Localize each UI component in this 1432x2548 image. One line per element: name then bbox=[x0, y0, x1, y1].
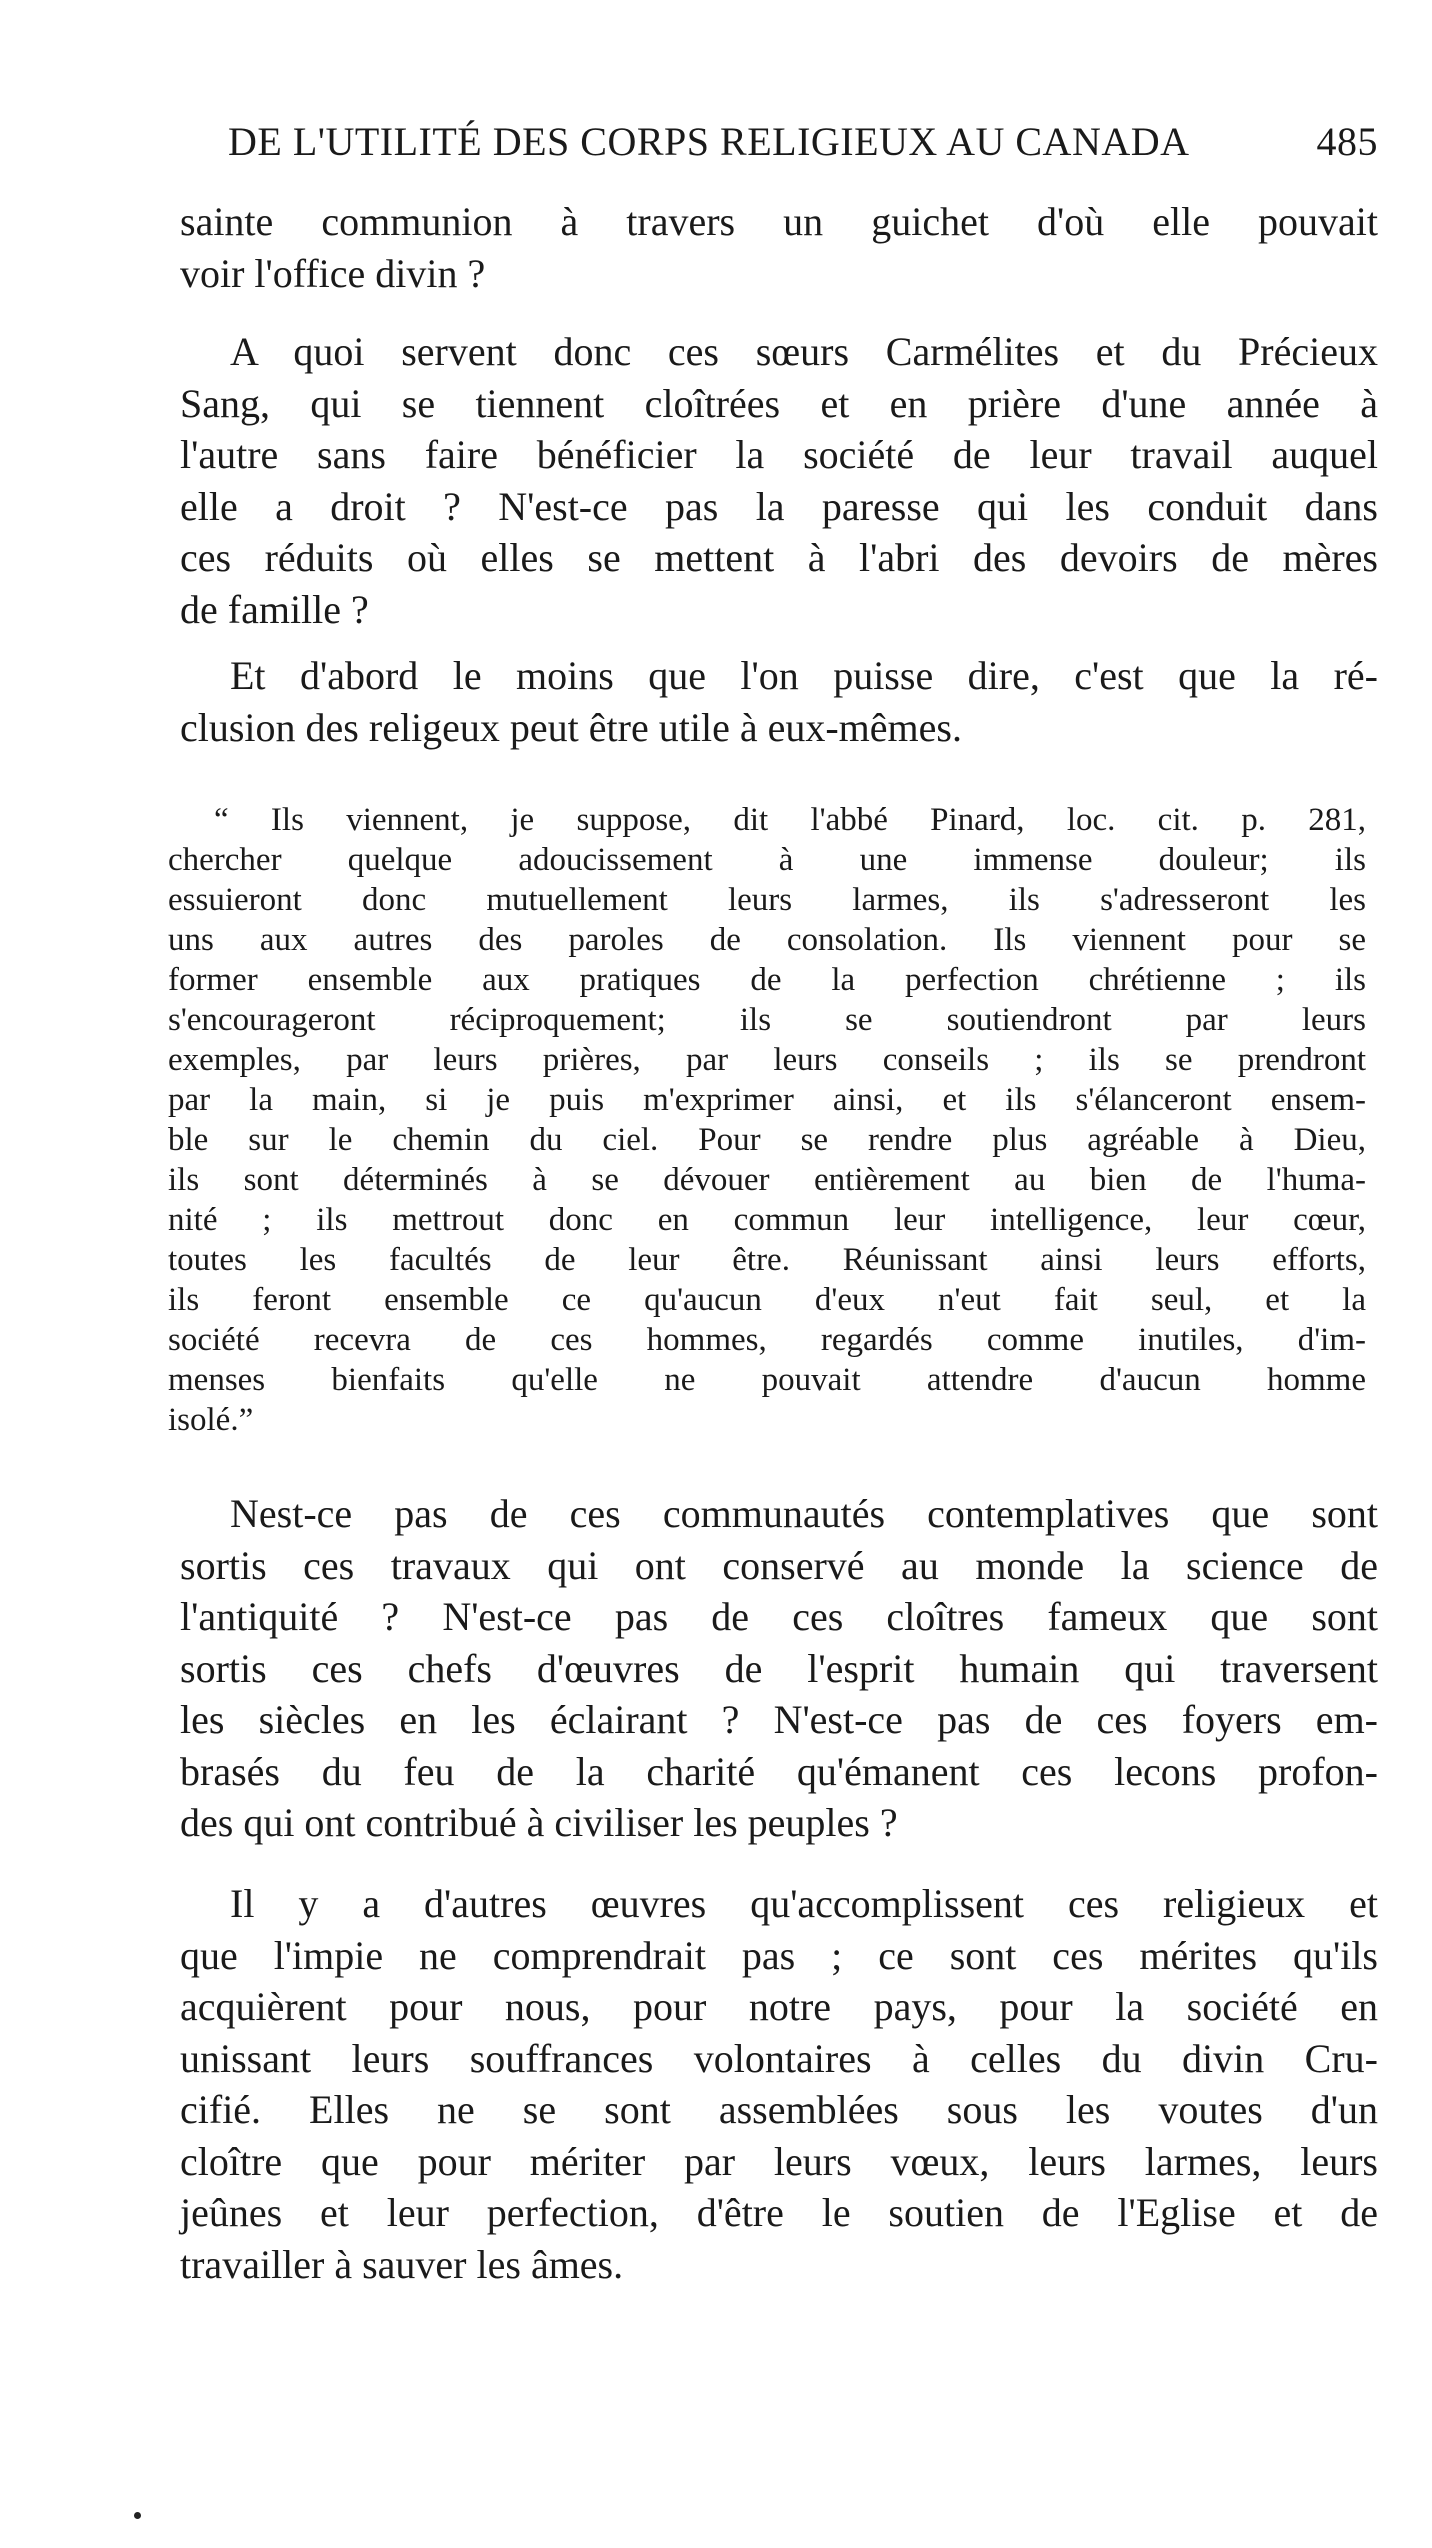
quote-line: “ Ils viennent, je suppose, dit l'abbé Pinard, loc. cit. p. 281, bbox=[214, 802, 1366, 838]
quote-line: former ensemble aux pratiques de la perfection chrétienne ; ils bbox=[168, 962, 1366, 998]
text-line: brasés du feu de la charité qu'émanent ces lecons profon- bbox=[180, 1748, 1378, 1794]
quote-line: isolé.” bbox=[168, 1402, 254, 1438]
text-line: clusion des religeux peut être utile à eux-mêmes. bbox=[180, 704, 962, 750]
quote-line: chercher quelque adoucissement à une immense douleur; ils bbox=[168, 842, 1366, 878]
text-line: travailler à sauver les âmes. bbox=[180, 2241, 624, 2287]
text-line: sortis ces chefs d'œuvres de l'esprit humain qui traversent bbox=[180, 1645, 1378, 1691]
quote-line: ble sur le chemin du ciel. Pour se rendre plus agréable à Dieu, bbox=[168, 1122, 1366, 1158]
paragraph-carmelites bbox=[180, 326, 1378, 635]
paragraph-oeuvres bbox=[180, 1878, 1378, 2290]
text-line: unissant leurs souffrances volontaires à celles du divin Cru- bbox=[180, 2035, 1378, 2081]
text-line: les siècles en les éclairant ? N'est-ce pas de ces foyers em- bbox=[180, 1697, 1378, 1742]
quote-line: uns aux autres des paroles de consolation. Ils viennent pour se bbox=[168, 922, 1366, 958]
block-quote-pinard bbox=[168, 800, 1366, 1440]
quote-line: toutes les facultés de leur être. Réunissant ainsi leurs efforts, bbox=[168, 1242, 1366, 1278]
text-line: elle a droit ? N'est-ce pas la paresse qui les conduit dans bbox=[180, 483, 1378, 529]
text-line: cloître que pour mériter par leurs vœux, leurs larmes, leurs bbox=[180, 2138, 1378, 2184]
text-line: A quoi servent donc ces sœurs Carmélites et du Précieux bbox=[230, 329, 1378, 374]
text-line: Nest-ce pas de ces communautés contemplatives que sont bbox=[230, 1491, 1378, 1536]
quote-line: ils sont déterminés à se dévouer entièrement au bien de l'huma- bbox=[168, 1162, 1366, 1198]
text-line: cifié. Elles ne se sont assemblées sous les voutes d'un bbox=[180, 2087, 1378, 2132]
text-line: Il y a d'autres œuvres qu'accomplissent ces religieux et bbox=[230, 1881, 1378, 1926]
quote-line: ils feront ensemble ce qu'aucun d'eux n'eut fait seul, et la bbox=[168, 1282, 1366, 1318]
quote-line: essuieront donc mutuellement leurs larmes, ils s'adresseront les bbox=[168, 882, 1366, 918]
paragraph-communautes bbox=[180, 1488, 1378, 1849]
text-line: sortis ces travaux qui ont conservé au monde la science de bbox=[180, 1542, 1378, 1588]
text-line: des qui ont contribué à civiliser les peuples ? bbox=[180, 1800, 898, 1845]
quote-line: s'encourageront réciproquement; ils se soutiendront par leurs bbox=[168, 1002, 1366, 1038]
page-number: 485 bbox=[1316, 119, 1378, 164]
quote-line: menses bienfaits qu'elle ne pouvait attendre d'aucun homme bbox=[168, 1362, 1366, 1398]
text-line: de famille ? bbox=[180, 586, 369, 632]
text-line: acquièrent pour nous, pour notre pays, pour la société en bbox=[180, 1984, 1378, 2029]
quote-line: société recevra de ces hommes, regardés comme inutiles, d'im- bbox=[168, 1322, 1366, 1358]
quote-line: par la main, si je puis m'exprimer ainsi, et ils s'élanceront ensem- bbox=[168, 1082, 1366, 1118]
running-head bbox=[228, 118, 1378, 178]
paragraph-continuation bbox=[180, 196, 1378, 299]
running-title: DE L'UTILITÉ DES CORPS RELIGIEUX AU CANADA bbox=[228, 119, 1190, 164]
text-line: Sang, qui se tiennent cloîtrées et en prière d'une année à bbox=[180, 380, 1378, 426]
text-line: l'antiquité ? N'est-ce pas de ces cloîtres fameux que sont bbox=[180, 1594, 1378, 1639]
text-line: ces réduits où elles se mettent à l'abri des devoirs de mères bbox=[180, 535, 1378, 580]
ink-speck bbox=[134, 2512, 141, 2519]
text-line: sainte communion à travers un guichet d'où elle pouvait bbox=[180, 199, 1378, 244]
text-line: jeûnes et leur perfection, d'être le soutien de l'Eglise et de bbox=[180, 2190, 1378, 2235]
paragraph-reclusion bbox=[180, 650, 1378, 753]
quote-line: exemples, par leurs prières, par leurs conseils ; ils se prendront bbox=[168, 1042, 1366, 1078]
quote-line: nité ; ils mettrout donc en commun leur intelligence, leur cœur, bbox=[168, 1202, 1366, 1238]
text-line: Et d'abord le moins que l'on puisse dire, c'est que la ré- bbox=[230, 653, 1378, 698]
text-line: l'autre sans faire bénéficier la société de leur travail auquel bbox=[180, 432, 1378, 477]
text-line: que l'impie ne comprendrait pas ; ce sont ces mérites qu'ils bbox=[180, 1932, 1378, 1978]
text-line: voir l'office divin ? bbox=[180, 250, 486, 296]
